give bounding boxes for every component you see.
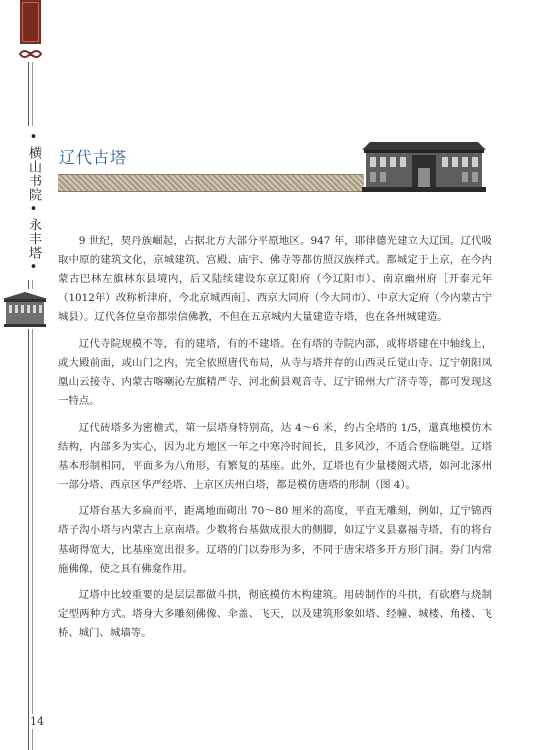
paragraph: 辽塔台基大多扁而平，距离地面砌出 70～80 厘米的高度，平直无雕刻，例如，辽宁锦西塔子沟小塔与内蒙古上京南塔。少数将台基做成很大的侧脚，如辽宁义县嘉福寺塔，有的将台基砌得宽大，比基座宽出很多。辽塔的门以券形为多，不同于唐宋塔多开方形门洞。券门内常施佛像，使之具有佛龛作用。 bbox=[58, 505, 492, 575]
paragraph: 辽塔中比较重要的是层层都做斗拱，彻底模仿木构建筑。用砖制作的斗拱，有砍磨与烧制定型两种方式。塔身大多雕刻佛像、伞盖、飞天，以及建筑形象如塔、经幢、城楼、角楼、飞桥、城门、城墙等。 bbox=[58, 589, 492, 640]
paragraph: 9 世纪，契丹族崛起，占据北方大部分平原地区。947 年，耶律德光建立大辽国。辽代吸取中原的建筑文化，京城建筑、宫殿、庙宇、佛寺等都仿照汉族样式。都城定于上京，在今内蒙古巴林左旗林东县境内，后又陆续建设东京辽阳府（今辽阳市）、南京幽州府［开泰元年（1012年）改称析津府，今北京城西南］、西京大同府（今大同市）、中京大定府（今内蒙古宁城县）。辽代各位皇帝都崇信佛教，不但在五京城内大量建造寺塔，也在各州城建造。 bbox=[58, 235, 492, 324]
knot-ornament-icon bbox=[17, 46, 44, 62]
title-band bbox=[58, 174, 364, 192]
running-title: •横山书院•永丰塔• bbox=[24, 126, 42, 280]
title-building-illustration bbox=[362, 138, 486, 192]
side-building-illustration bbox=[0, 289, 50, 329]
paragraph: 辽代砖塔多为密檐式，第一层塔身特别高，达 4～6 米，约占全塔的 1/5，還真地模仿木结构，内部多为实心，因为北方地区一年之中寒冷时间长，且多风沙，不适合登临眺望。辽塔基本形制相同，平面多为八角形，有繁复的基座。此外，辽塔也有少量楼阁式塔，如河北涿州一部分塔、西京区华严经塔、上京区庆州白塔，都是模仿唐塔的形制（图 4）。 bbox=[58, 421, 492, 491]
section-title: 辽代古塔 bbox=[59, 148, 128, 167]
paragraph: 辽代寺院规模不等，有的建塔，有的不建塔。在有塔的寺院内部，或将塔建在中轴线上，或大殿前面，或山门之内，完全依照唐代布局，从寺与塔并存的山西灵丘觉山寺、辽宁朝阳凤凰山云接寺、内蒙古喀喇沁左旗精严寺、河北蓟县观音寺、辽宁锦州大广济寺等，都可发现这一特点。 bbox=[58, 337, 492, 408]
body-text bbox=[58, 232, 492, 651]
page-number: 14 bbox=[30, 715, 44, 728]
rail-top-ornament bbox=[20, 0, 41, 44]
